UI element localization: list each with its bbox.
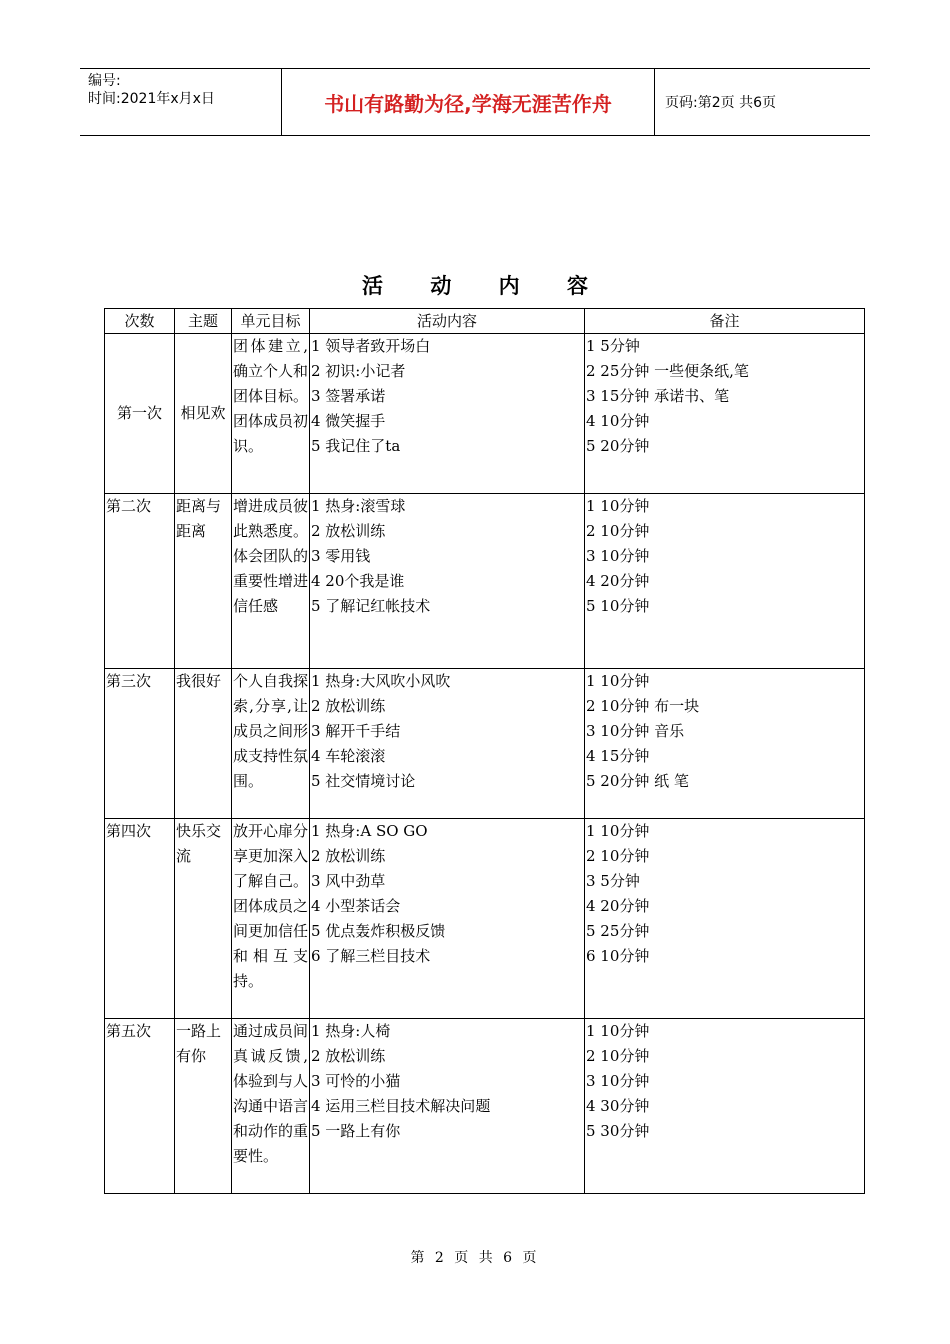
header-page-label: 页码:第2页 共6页 [665,95,776,111]
content-item: 4 运用三栏目技术解决问题 [311,1097,491,1115]
notes-cell [585,819,865,1019]
content-item: 3 风中劲草 [311,872,386,890]
header-cell-notes: 备注 [585,309,865,334]
content-item: 4 微笑握手 [311,412,386,430]
content-item: 1 热身:人椅 [311,1022,391,1040]
content-cell [310,1019,585,1194]
note-item: 4 15分钟 [586,747,650,765]
content-cell [310,494,585,669]
note-item: 1 10分钟 [586,672,650,690]
header-cell-goal: 单元目标 [232,309,310,334]
note-item: 4 30分钟 [586,1097,650,1115]
content-item: 1 热身:A SO GO [311,822,428,840]
activity-table [104,308,865,1194]
page-footer: 第 2 页 共 6 页 [410,1250,540,1266]
content-item: 5 社交情境讨论 [311,772,416,790]
content-item: 2 初识:小记者 [311,362,406,380]
theme-cell: 快乐交流 [175,819,232,1019]
session-number-cell: 第三次 [105,669,175,819]
goal-cell: 个人自我探索,分享,让成员之间形成支持性氛围。 [232,669,310,819]
note-item: 3 15分钟 承诺书、笔 [586,387,730,405]
theme-cell: 距离与距离 [175,494,232,669]
content-item: 3 零用钱 [311,547,371,565]
note-item: 3 10分钟 [586,1072,650,1090]
theme-cell: 一路上有你 [175,1019,232,1194]
content-item: 1 领导者致开场白 [311,337,431,355]
note-item: 1 5分钟 [586,337,640,355]
note-item: 5 30分钟 [586,1122,650,1140]
table-row [105,1019,865,1194]
header-meta [80,69,282,135]
notes-cell [585,494,865,669]
content-item: 4 20个我是谁 [311,572,405,590]
header-motto: 书山有路勤为径,学海无涯苦作舟 [282,69,655,135]
content-cell [310,334,585,494]
page-header [80,68,870,136]
session-number-cell: 第一次 [105,334,175,494]
content-item: 2 放松训练 [311,847,386,865]
table-row [105,334,865,494]
content-item: 6 了解三栏目技术 [311,947,431,965]
notes-cell [585,334,865,494]
session-number-cell: 第四次 [105,819,175,1019]
note-item: 1 10分钟 [586,822,650,840]
note-item: 1 10分钟 [586,1022,650,1040]
header-cell-content: 活动内容 [310,309,585,334]
content-item: 3 解开千手结 [311,722,401,740]
table-header-row [105,309,865,334]
content-item: 5 我记住了ta [311,437,401,455]
time-label: 时间:2021年x月x日 [88,91,215,107]
header-cell-theme: 主题 [175,309,232,334]
note-item: 3 10分钟 [586,547,650,565]
content-item: 1 热身:大风吹小风吹 [311,672,451,690]
session-number-cell: 第二次 [105,494,175,669]
theme-cell: 相见欢 [175,334,232,494]
content-item: 4 车轮滚滚 [311,747,386,765]
note-item: 2 25分钟 一些便条纸,笔 [586,362,749,380]
note-item: 2 10分钟 [586,847,650,865]
content-item: 1 热身:滚雪球 [311,497,406,515]
note-item: 5 10分钟 [586,597,650,615]
note-item: 5 20分钟 纸 笔 [586,772,689,790]
content-item: 3 签署承诺 [311,387,386,405]
serial-label: 编号: [88,73,121,89]
content-item: 2 放松训练 [311,1047,386,1065]
content-item: 5 一路上有你 [311,1122,401,1140]
theme-cell: 我很好 [175,669,232,819]
goal-cell: 通过成员间真诚反馈,体验到与人沟通中语言和动作的重要性。 [232,1019,310,1194]
content-item: 3 可怜的小猫 [311,1072,401,1090]
note-item: 2 10分钟 [586,1047,650,1065]
note-item: 1 10分钟 [586,497,650,515]
goal-cell: 放开心扉分享更加深入了解自己。团体成员之间更加信任和相互支持。 [232,819,310,1019]
table-row [105,494,865,669]
notes-cell [585,669,865,819]
goal-cell: 增进成员彼此熟悉度。体会团队的重要性增进信任感 [232,494,310,669]
content-cell [310,669,585,819]
content-item: 5 了解记红帐技术 [311,597,431,615]
note-item: 5 25分钟 [586,922,650,940]
table-row [105,669,865,819]
note-item: 2 10分钟 [586,522,650,540]
content-item: 5 优点轰炸积极反馈 [311,922,446,940]
notes-cell [585,1019,865,1194]
note-item: 3 10分钟 音乐 [586,722,685,740]
content-item: 2 放松训练 [311,522,386,540]
note-item: 3 5分钟 [586,872,640,890]
goal-cell: 团体建立,确立个人和团体目标。团体成员初识。 [232,334,310,494]
page-title: 活 动 内 容 [362,273,608,298]
content-item: 4 小型茶话会 [311,897,401,915]
note-item: 2 10分钟 布一块 [586,697,700,715]
note-item: 5 20分钟 [586,437,650,455]
table-row [105,819,865,1019]
content-cell [310,819,585,1019]
session-number-cell: 第五次 [105,1019,175,1194]
note-item: 4 10分钟 [586,412,650,430]
content-item: 2 放松训练 [311,697,386,715]
header-cell-num: 次数 [105,309,175,334]
note-item: 4 20分钟 [586,897,650,915]
note-item: 4 20分钟 [586,572,650,590]
note-item: 6 10分钟 [586,947,650,965]
